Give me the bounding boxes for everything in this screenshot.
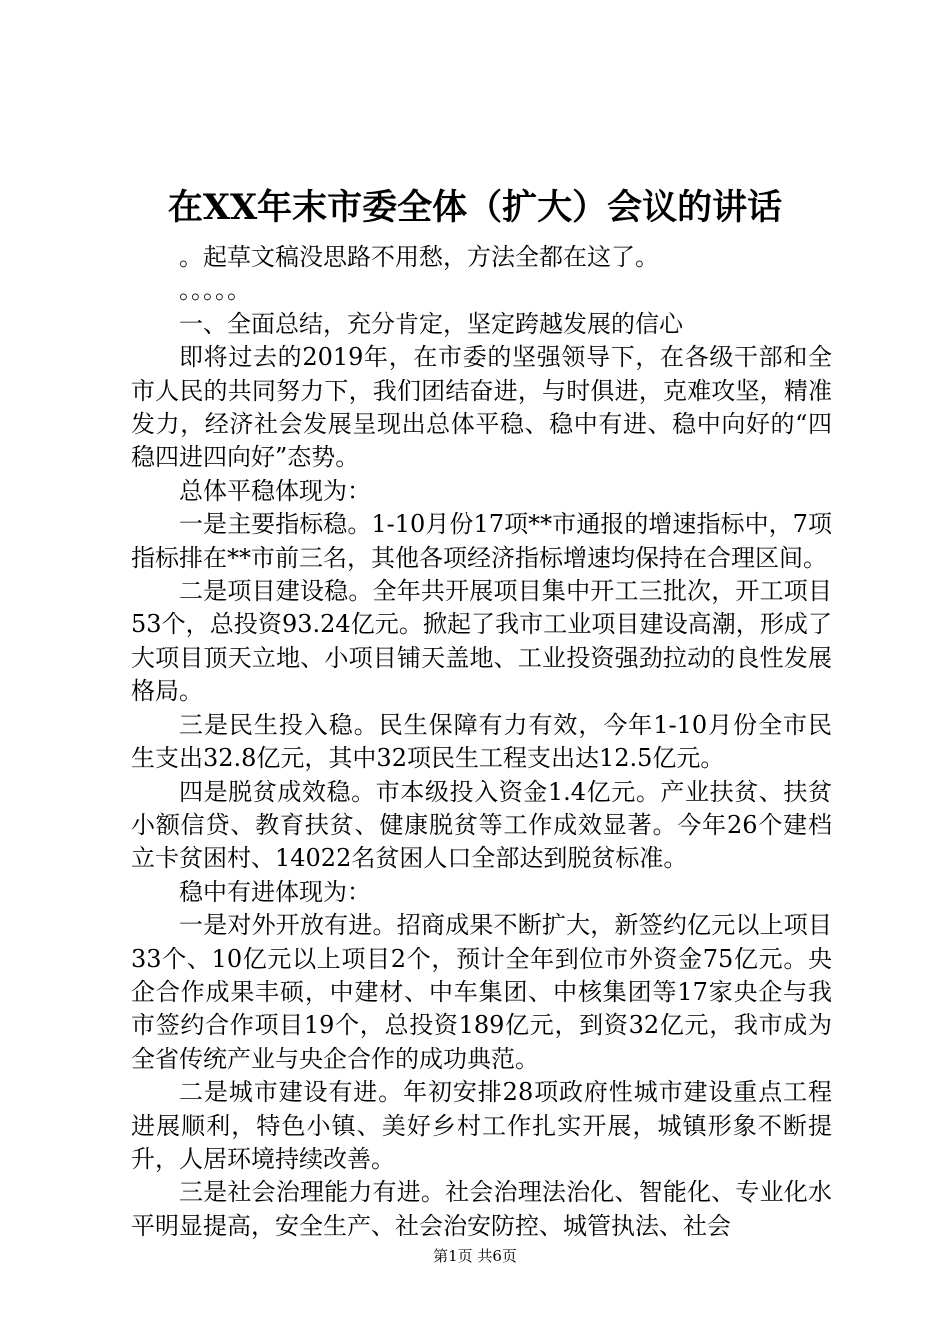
paragraph: 三是民生投入稳。民生保障有力有效，今年1-10月份全市民生支出32.8亿元，其中32项民生工程支出达12.5亿元。 xyxy=(131,710,832,773)
paragraph: 即将过去的2019年，在市委的坚强领导下，在各级干部和全市人民的共同努力下，我们团结奋进，与时俱进，克难攻坚，精准发力，经济社会发展呈现出总体平稳、稳中有进、稳中向好的“四稳四进四向好”态势。 xyxy=(131,343,832,472)
subheading: 总体平稳体现为： xyxy=(179,476,371,505)
document-body xyxy=(131,241,832,1243)
paragraph: 三是社会治理能力有进。社会治理法治化、智能化、专业化水平明显提高，安全生产、社会治安防控、城管执法、社会 xyxy=(131,1178,832,1240)
section-heading: 一、全面总结，充分肯定，坚定跨越发展的信心 xyxy=(179,309,683,338)
paragraph: 一是主要指标稳。1-10月份17项**市通报的增速指标中，7项指标排在**市前三名，其他各项经济指标增速均保持在合理区间。 xyxy=(131,510,832,572)
paragraph: 。。。。。 xyxy=(179,276,251,305)
paragraph: 。起草文稿没思路不用愁，方法全都在这了。 xyxy=(179,243,659,271)
paragraph: 四是脱贫成效稳。市本级投入资金1.4亿元。产业扶贫、扶贫小额信贷、教育扶贫、健康脱贫等工作成效显著。今年26个建档立卡贫困村、14022名贫困人口全部达到脱贫标准。 xyxy=(131,777,832,873)
paragraph: 二是城市建设有进。年初安排28项政府性城市建设重点工程进展顺利，特色小镇、美好乡村工作扎实开展，城镇形象不断提升，人居环境持续改善。 xyxy=(131,1078,832,1173)
paragraph: 二是项目建设稳。全年共开展项目集中开工三批次，开工项目53个，总投资93.24亿元。掀起了我市工业项目建设高潮，形成了大项目顶天立地、小项目铺天盖地、工业投资强劲拉动的良性发展格局。 xyxy=(131,577,832,706)
page-footer: 第1页 共6页 xyxy=(433,1247,517,1265)
document-title: 在XX年末市委全体（扩大）会议的讲话 xyxy=(167,187,783,228)
subheading: 稳中有进体现为： xyxy=(179,877,371,906)
paragraph: 一是对外开放有进。招商成果不断扩大，新签约亿元以上项目33个、10亿元以上项目2个，预计全年到位市外资金75亿元。央企合作成果丰硕，中建材、中车集团、中核集团等17家央企与我市签约合作项目19个，总投资189亿元，到资32亿元，我市成为全省传统产业与央企合作的成功典范。 xyxy=(131,911,832,1073)
